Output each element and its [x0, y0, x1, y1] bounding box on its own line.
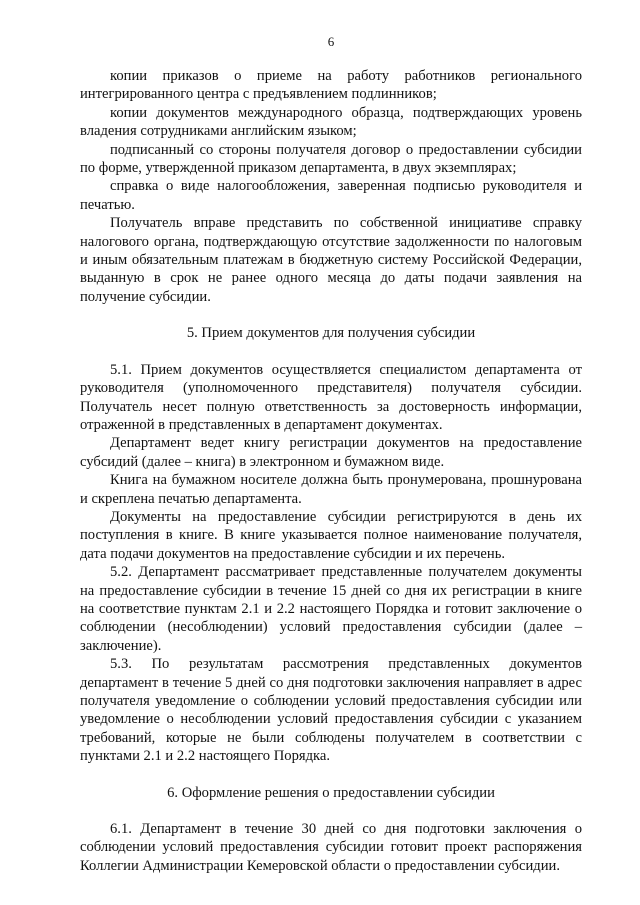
- paragraph: Документы на предоставление субсидии регистрируются в день их поступления в книге. В книге указывается полное наименование получателя, дата подачи документов на предоставление субсидии и их перечень.: [80, 508, 582, 562]
- paragraph: копии приказов о приеме на работу работников регионального интегрированного центра с предъявлением подлинников;: [80, 68, 582, 103]
- paragraph: 6.1. Департамент в течение 30 дней со дня подготовки заключения о соблюдении условий предоставления субсидии готовит проект распоряжения Коллегии Администрации Кемеровской области о предоставлении субсидии.: [80, 821, 582, 874]
- page-number: 6: [327, 34, 335, 49]
- section-heading: 6. Оформление решения о предоставлении субсидии: [167, 784, 495, 801]
- paragraph: подписанный со стороны получателя договор о предоставлении субсидии по форме, утвержденной приказом департамента, в двух экземплярах;: [80, 141, 582, 177]
- paragraph: Книга на бумажном носителе должна быть пронумерована, прошнурована и скреплена печатью департамента.: [80, 472, 582, 507]
- paragraph: Получатель вправе представить по собственной инициативе справку налогового органа, подтверждающую отсутствие задолженности по налоговым и иным обязательным платежам в бюджетную систему Российской Федерации, выданную в срок не ранее одного месяца до даты подачи заявления на получение субсидии.: [80, 215, 582, 305]
- paragraph: 5.2. Департамент рассматривает представленные получателем документы на предоставление субсидии в течение 15 дней со дня их регистрации в книге на соответствие пунктам 2.1 и 2.2 настоящего Порядка и готовит заключение о соблюдении (несоблюдении) условий предоставления субсидии (далее – заключение).: [80, 564, 582, 654]
- section-heading: 5. Прием документов для получения субсидии: [186, 325, 476, 342]
- paragraph: копии документов международного образца, подтверждающих уровень владения сотрудниками английским языком;: [80, 104, 582, 140]
- paragraph: 5.1. Прием документов осуществляется специалистом департамента от руководителя (уполномоченного представителя) получателя субсидии. Получатель несет полную ответственность за достоверность информации, отраженной в представленных в департамент документах.: [80, 361, 582, 433]
- paragraph: 5.3. По результатам рассмотрения представленных документов департамент в течение 5 дней со дня подготовки заключения направляет в адрес получателя уведомление о соблюдении условий предоставления субсидии или уведомление о несоблюдении условий предоставления субсидии с указанием требований, которые не были соблюдены получателем в соответствии с пунктами 2.1 и 2.2 настоящего Порядка.: [80, 656, 582, 765]
- paragraph: Департамент ведет книгу регистрации документов на предоставление субсидий (далее – книга) в электронном и бумажном виде.: [80, 435, 582, 470]
- document-body: [80, 67, 582, 875]
- paragraph: справка о виде налогообложения, заверенная подписью руководителя и печатью.: [80, 178, 582, 213]
